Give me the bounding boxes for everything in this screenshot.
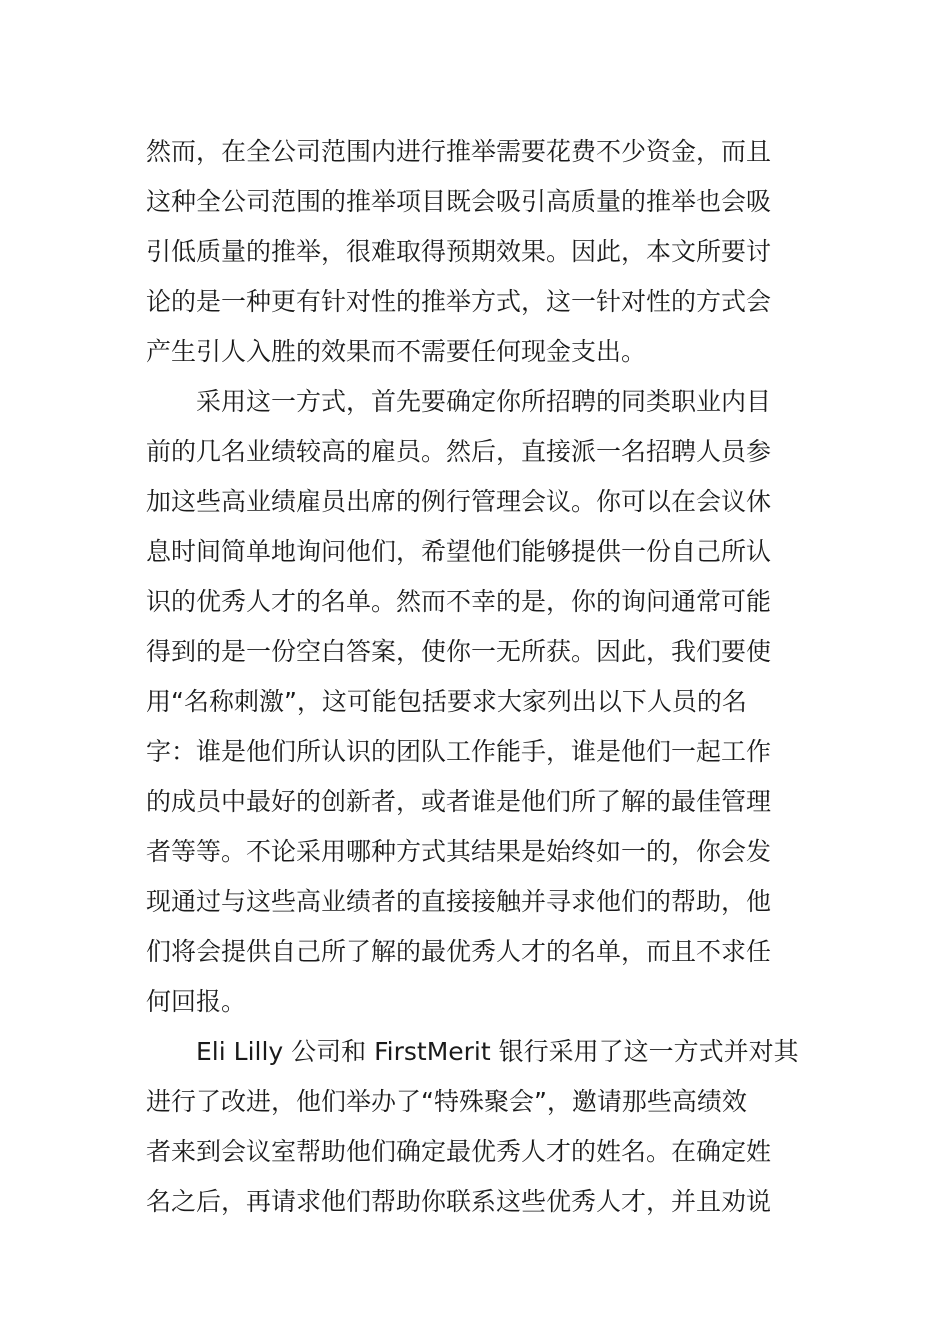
paragraph-2-line-3: 加这些高业绩雇员出席的例行管理会议。你可以在会议休 (146, 487, 772, 516)
paragraph-2-line-11: 现通过与这些高业绩者的直接接触并寻求他们的帮助，他 (146, 887, 772, 916)
paragraph-2-line-1: 采用这一方式，首先要确定你所招聘的同类职业内目 (196, 387, 772, 416)
paragraph-2-line-5: 识的优秀人才的名单。然而不幸的是，你的询问通常可能 (146, 587, 772, 616)
paragraph-3-line-4: 名之后，再请求他们帮助你联系这些优秀人才，并且劝说 (146, 1187, 772, 1216)
paragraph-1-line-4: 论的是一种更有针对性的推举方式，这一针对性的方式会 (146, 287, 772, 316)
paragraph-3-line-3: 者来到会议室帮助他们确定最优秀人才的姓名。在确定姓 (146, 1137, 772, 1166)
paragraph-2-line-2: 前的几名业绩较高的雇员。然后，直接派一名招聘人员参 (146, 437, 772, 466)
body-text (146, 127, 816, 1227)
paragraph-2-line-4: 息时间简单地询问他们，希望他们能够提供一份自己所认 (146, 537, 772, 566)
paragraph-2-line-7: 用“名称刺激”，这可能包括要求大家列出以下人员的名 (146, 687, 747, 716)
paragraph-2-line-8: 字：谁是他们所认识的团队工作能手，谁是他们一起工作 (146, 737, 772, 766)
paragraph-2-line-9: 的成员中最好的创新者，或者谁是他们所了解的最佳管理 (146, 787, 772, 816)
paragraph-3-line-2: 进行了改进，他们举办了“特殊聚会”，邀请那些高绩效 (146, 1087, 747, 1116)
paragraph-2-line-13: 何回报。 (146, 987, 247, 1016)
paragraph-1-line-2: 这种全公司范围的推举项目既会吸引高质量的推举也会吸 (146, 187, 772, 216)
paragraph-2-line-12: 们将会提供自己所了解的最优秀人才的名单，而且不求任 (146, 937, 772, 966)
paragraph-1-line-3: 引低质量的推举，很难取得预期效果。因此，本文所要讨 (146, 237, 772, 266)
paragraph-1-line-5: 产生引人入胜的效果而不需要任何现金支出。 (146, 337, 647, 366)
paragraph-1-line-1: 然而，在全公司范围内进行推举需要花费不少资金，而且 (146, 137, 772, 166)
paragraph-3-line-1: Eli Lilly 公司和 FirstMerit 银行采用了这一方式并对其 (196, 1037, 799, 1066)
paragraph-2-line-10: 者等等。不论采用哪种方式其结果是始终如一的，你会发 (146, 837, 772, 866)
paragraph-2-line-6: 得到的是一份空白答案，使你一无所获。因此，我们要使 (146, 637, 772, 666)
